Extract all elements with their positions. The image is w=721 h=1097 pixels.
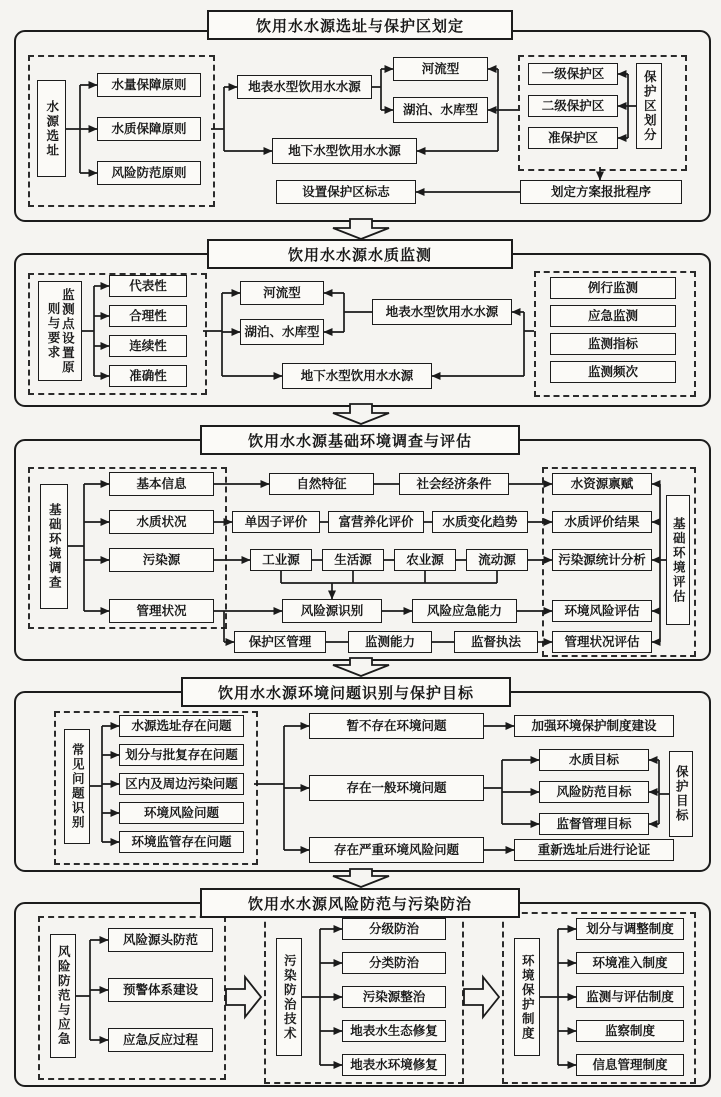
node-surface-water-source-1: 地表水型饮用水水源 [237,75,372,99]
node-pollution-control-technology: 污染防治技术 [276,938,302,1056]
node-approval-procedure: 划定方案报批程序 [520,180,682,204]
node-industrial-source: 工业源 [250,549,312,571]
node-zone-level-2: 二级保护区 [528,95,618,117]
node-risk-source-identification: 风险源识别 [282,599,382,623]
node-quantity-principle: 水量保障原则 [97,73,201,97]
node-problem-env-risk: 环境风险问题 [119,802,244,824]
node-env-risk-assessment: 环境风险评估 [552,600,652,622]
node-target-risk-prevention: 风险防范目标 [539,781,649,803]
node-case-severe-risk: 存在严重环境风险问题 [309,837,484,863]
node-problem-siting: 水源选址存在问题 [119,715,244,737]
section-5-title: 饮用水水源风险防范与污染防治 [200,888,520,918]
node-basic-env-assessment: 基础环境评估 [666,495,690,625]
node-quality-eval-result: 水质评价结果 [552,511,652,533]
node-socioeconomic-conditions: 社会经济条件 [399,473,509,495]
node-quality-principle: 水质保障原则 [97,117,201,141]
node-monitoring-indicators: 监测指标 [550,333,676,355]
node-problem-division-approval: 划分与批复存在问题 [119,744,244,766]
node-case-no-problem: 暂不存在环境问题 [309,713,484,739]
node-emergency-monitoring: 应急监测 [550,305,676,327]
section-1-title: 饮用水水源选址与保护区划定 [207,10,513,40]
node-risk-source-prevention: 风险源头防范 [108,928,213,952]
node-protection-targets: 保护目标 [669,751,693,837]
node-resite-demonstration: 重新选址后进行论证 [514,839,674,861]
node-management-status: 管理状况 [109,599,214,623]
flow-down-arrow-2 [333,404,389,424]
node-pollution-statistics: 污染源统计分析 [552,549,652,571]
node-natural-features: 自然特征 [269,473,374,495]
node-river-type-2: 河流型 [240,281,324,305]
flow-right-arrow-1 [226,977,261,1017]
node-domestic-source: 生活源 [322,549,384,571]
node-zone-sign: 设置保护区标志 [276,180,416,204]
node-risk-emergency-capability: 风险应急能力 [412,599,517,623]
section-4-title: 饮用水水源环境问题识别与保护目标 [181,677,511,707]
node-zone-quasi: 准保护区 [528,127,618,149]
node-env-protection-system: 环境保护制度 [514,938,540,1056]
flow-down-arrow-4 [333,869,389,887]
node-pollution-source: 污染源 [109,548,214,572]
node-zone-division: 保护区划分 [636,63,662,149]
node-information-management-system: 信息管理制度 [576,1054,684,1076]
node-surface-eco-restoration: 地表水生态修复 [342,1020,446,1042]
section-3-title: 饮用水水源基础环境调查与评估 [200,425,520,455]
node-problem-supervision: 环境监管存在问题 [119,831,244,853]
node-surface-water-source-2: 地表水型饮用水水源 [372,299,512,325]
node-emergency-response-process: 应急反应过程 [108,1028,213,1052]
node-early-warning-system: 预警体系建设 [108,978,213,1002]
node-water-source-siting: 水源选址 [37,80,66,177]
node-problem-pollution: 区内及周边污染问题 [119,773,244,795]
node-water-resource-endowment: 水资源禀赋 [552,473,652,495]
node-risk-prevention-emergency: 风险防范与应急 [50,934,76,1058]
node-source-remediation: 污染源整治 [342,986,446,1008]
node-water-quality-status: 水质状况 [109,510,214,534]
node-graded-control: 分级防治 [342,918,446,940]
node-case-general-problem: 存在一般环境问题 [309,775,484,801]
node-surface-env-restoration: 地表水环境修复 [342,1054,446,1076]
node-zone-level-1: 一级保护区 [528,63,618,85]
node-strengthen-system: 加强环境保护制度建设 [514,715,674,737]
node-monitoring-point-principles: 监测点设置原则与要求 [38,281,82,381]
node-rationality: 合理性 [109,305,187,327]
node-inspection-system: 监察制度 [576,1020,684,1042]
node-monitoring-capability: 监测能力 [348,631,432,653]
node-management-assessment: 管理状况评估 [552,631,652,653]
node-division-adjustment-system: 划分与调整制度 [576,918,684,940]
node-zone-management: 保护区管理 [234,631,326,653]
node-target-quality: 水质目标 [539,749,649,771]
node-monitoring-frequency: 监测频次 [550,361,676,383]
node-monitoring-assessment-system: 监测与评估制度 [576,986,684,1008]
node-continuity: 连续性 [109,335,187,357]
node-common-problem-identification: 常见问题识别 [64,729,90,844]
node-risk-principle: 风险防范原则 [97,161,201,185]
node-single-factor-eval: 单因子评价 [232,511,320,533]
node-eutrophication-eval: 富营养化评价 [328,511,424,533]
node-quality-trend: 水质变化趋势 [432,511,528,533]
node-supervision-enforcement: 监督执法 [454,631,538,653]
section-2-title: 饮用水水源水质监测 [207,239,513,269]
node-river-type-1: 河流型 [393,57,488,81]
flow-down-arrow-3 [333,658,389,676]
flow-right-arrow-2 [464,977,499,1017]
node-ground-water-source-2: 地下水型饮用水水源 [282,363,432,389]
node-mobile-source: 流动源 [466,549,528,571]
node-representativeness: 代表性 [109,275,187,297]
node-ground-water-source-1: 地下水型饮用水水源 [272,138,417,164]
node-lake-reservoir-type-2: 湖泊、水库型 [240,319,324,345]
node-routine-monitoring: 例行监测 [550,277,676,299]
node-env-access-system: 环境准入制度 [576,952,684,974]
node-lake-reservoir-type-1: 湖泊、水库型 [393,97,488,123]
node-accuracy: 准确性 [109,365,187,387]
flow-down-arrow-1 [333,219,389,239]
node-basic-info: 基本信息 [109,472,214,496]
node-basic-env-survey: 基础环境调查 [40,484,68,609]
node-classified-control: 分类防治 [342,952,446,974]
node-agricultural-source: 农业源 [394,549,456,571]
node-target-supervision: 监督管理目标 [539,813,649,835]
